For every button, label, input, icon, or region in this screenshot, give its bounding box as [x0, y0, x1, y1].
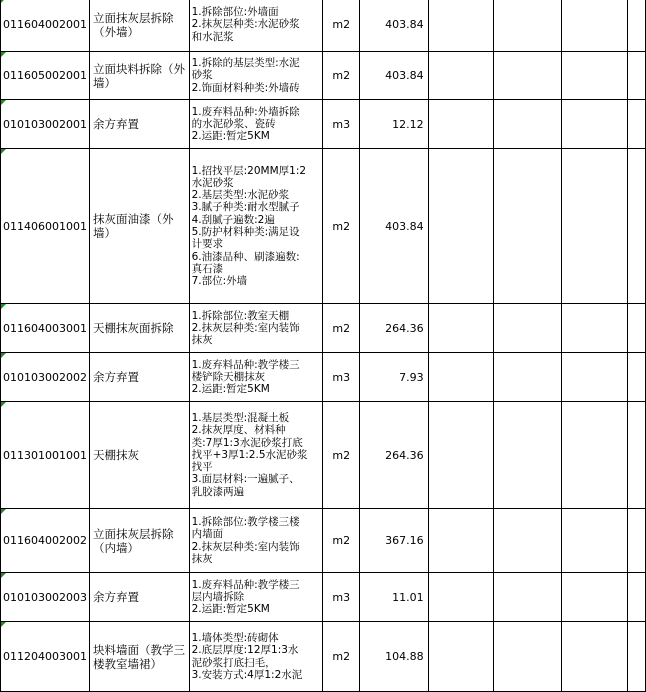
feature-line: 5.防护材料种类:满足设 [191, 226, 300, 238]
item-name-cell[interactable]: 块料墙面（教学三楼教室墙裙） [89, 622, 189, 692]
feature-line: 1.废弃料品种:教学楼三 [191, 578, 300, 591]
table-row [1, 573, 646, 622]
extra-cell[interactable] [628, 100, 646, 149]
total-price-cell[interactable] [493, 100, 562, 149]
feature-line: 水泥砂浆 [191, 176, 234, 189]
item-code: 011406001001 [3, 219, 87, 233]
item-features-cell[interactable] [189, 100, 323, 149]
table-row [1, 304, 646, 353]
total-price-cell[interactable] [493, 0, 562, 52]
comment-indicator-icon [1, 304, 6, 309]
item-code: 010103002001 [3, 117, 87, 131]
extra-cell[interactable] [628, 52, 646, 100]
feature-line: 和水泥浆 [191, 30, 234, 43]
table-row [1, 622, 646, 692]
unit-price-cell[interactable] [428, 353, 493, 402]
quantity-cell[interactable]: 11.01 [360, 573, 429, 622]
feature-line: 找平 [191, 461, 213, 474]
remark-cell[interactable] [562, 0, 628, 52]
feature-line: 3.腻子种类:耐水型腻子 [191, 201, 300, 214]
comment-indicator-icon [1, 149, 6, 154]
item-name-cell[interactable]: 立面抹灰层拆除（外墙） [89, 0, 189, 52]
comment-indicator-icon [1, 402, 6, 407]
unit-price-cell[interactable] [428, 402, 493, 509]
item-code-cell[interactable] [1, 622, 90, 692]
extra-cell[interactable] [628, 509, 646, 573]
total-price-cell[interactable] [493, 52, 562, 100]
quantity-cell[interactable]: 264.36 [360, 304, 429, 353]
feature-line: 层内墙拆除 [191, 590, 245, 603]
feature-line: 楼铲除天棚抹灰 [191, 370, 266, 383]
feature-line: 7.部位:外墙 [191, 275, 248, 288]
item-code-cell[interactable] [1, 52, 90, 100]
feature-line: 3.安装方式:4厚1:2水泥 [191, 668, 303, 681]
feature-line: 2.抹灰层种类:水泥砂浆 [191, 18, 300, 31]
extra-cell[interactable] [628, 353, 646, 402]
feature-line: 2.抹灰层种类:室内装饰 [191, 540, 300, 553]
feature-line: 2.抹灰层种类:室内装饰 [191, 321, 300, 334]
feature-line: 2.底层厚度:12厚1:3水 [191, 644, 299, 657]
item-code-cell[interactable] [1, 304, 90, 353]
total-price-cell[interactable] [493, 304, 562, 353]
table-row [1, 100, 646, 149]
extra-cell[interactable] [628, 0, 646, 52]
remark-cell[interactable] [562, 100, 628, 149]
feature-line: 1.拆除部位:教学楼三楼 [191, 515, 300, 528]
item-code: 011605002001 [3, 69, 87, 82]
item-code-cell[interactable] [1, 509, 90, 573]
feature-line: 抹灰 [191, 552, 213, 565]
comment-indicator-icon [1, 100, 6, 105]
unit-cell[interactable]: m2 [323, 52, 360, 100]
comment-indicator-icon [1, 573, 6, 578]
item-name-cell[interactable]: 余方弃置 [89, 573, 189, 622]
item-code: 011604003001 [3, 321, 87, 335]
feature-line: 4.刮腻子遍数:2遍 [191, 213, 275, 226]
feature-line: 3.面层材料:一遍腻子、 [191, 473, 300, 486]
item-name-cell[interactable]: 立面块料拆除（外墙） [89, 52, 189, 100]
remark-cell[interactable] [562, 52, 628, 100]
unit-price-cell[interactable] [428, 149, 493, 304]
table-row [1, 353, 646, 402]
table-row [1, 0, 646, 52]
quantity-cell[interactable]: 367.16 [360, 509, 429, 573]
item-code-cell[interactable] [1, 100, 90, 149]
comment-indicator-icon [1, 0, 6, 3]
item-features-cell[interactable] [189, 149, 323, 304]
unit-cell[interactable]: m2 [323, 0, 360, 52]
total-price-cell[interactable] [493, 622, 562, 692]
remark-cell[interactable] [562, 304, 628, 353]
item-name-cell[interactable]: 天棚抹灰面拆除 [89, 304, 189, 353]
item-features-cell[interactable] [189, 573, 323, 622]
feature-line: 1.废弃料品种:外墙拆除 [191, 105, 300, 118]
unit-cell[interactable]: m3 [323, 573, 360, 622]
item-features-cell[interactable] [189, 402, 323, 509]
extra-cell[interactable] [628, 573, 646, 622]
item-code: 010103002003 [3, 590, 87, 604]
quantity-cell[interactable]: 403.84 [360, 149, 429, 304]
item-code-cell[interactable] [1, 402, 90, 509]
feature-line: 2.抹灰厚度、材料种 [191, 424, 286, 437]
feature-line: 的水泥砂浆、瓷砖 [191, 117, 276, 130]
item-name-cell[interactable]: 天棚抹灰 [89, 402, 189, 509]
item-code-cell[interactable] [1, 149, 90, 304]
quantity-cell[interactable]: 7.93 [360, 353, 429, 402]
total-price-cell[interactable] [493, 573, 562, 622]
item-features-cell[interactable] [189, 353, 323, 402]
feature-line: 内墙面 [191, 528, 224, 541]
comment-indicator-icon [1, 509, 6, 514]
extra-cell[interactable] [628, 304, 646, 353]
table-body [1, 0, 646, 692]
unit-cell[interactable]: m2 [323, 304, 360, 353]
unit-cell[interactable]: m2 [323, 149, 360, 304]
unit-price-cell[interactable] [428, 100, 493, 149]
remark-cell[interactable] [562, 402, 628, 509]
unit-price-cell[interactable] [428, 573, 493, 622]
feature-line: 2.饰面材料种类:外墙砖 [191, 81, 300, 94]
extra-cell[interactable] [628, 622, 646, 692]
feature-line: 2.运距:暂定5KM [191, 130, 270, 143]
item-features-cell[interactable] [189, 0, 323, 52]
feature-line: 类:7厚1:3水泥砂浆打底 [191, 436, 303, 449]
unit-price-cell[interactable] [428, 304, 493, 353]
feature-line: 1.拆除部位:外墙面 [191, 6, 279, 19]
total-price-cell[interactable] [493, 353, 562, 402]
table-row [1, 509, 646, 573]
quantity-cell[interactable]: 104.88 [360, 622, 429, 692]
quantity-cell[interactable]: 264.36 [360, 402, 429, 509]
total-price-cell[interactable] [493, 509, 562, 573]
feature-line: 找平+3厚1:2.5水泥砂浆 [191, 448, 308, 461]
feature-line: 1.废弃料品种:教学楼三 [191, 358, 300, 371]
item-features-cell[interactable] [189, 52, 323, 100]
unit-price-cell[interactable] [428, 509, 493, 573]
item-name-cell[interactable]: 余方弃置 [89, 100, 189, 149]
item-features-cell[interactable] [189, 509, 323, 573]
feature-line: 6.油漆品种、刷漆遍数: [191, 250, 300, 263]
feature-line: 2.运距:暂定5KM [191, 383, 270, 396]
item-name-cell[interactable]: 立面抹灰层拆除（内墙） [89, 509, 189, 573]
quantity-cell[interactable]: 403.84 [360, 52, 429, 100]
remark-cell[interactable] [562, 509, 628, 573]
comment-indicator-icon [1, 622, 6, 627]
feature-line: 计要求 [191, 238, 224, 251]
unit-price-cell[interactable] [428, 52, 493, 100]
unit-cell[interactable]: m3 [323, 353, 360, 402]
item-name-cell[interactable]: 余方弃置 [89, 353, 189, 402]
comment-indicator-icon [1, 353, 6, 358]
unit-cell[interactable]: m2 [323, 622, 360, 692]
remark-cell[interactable] [562, 353, 628, 402]
item-code-cell[interactable] [1, 353, 90, 402]
total-price-cell[interactable] [493, 149, 562, 304]
extra-cell[interactable] [628, 402, 646, 509]
feature-line: 1.基层类型:混凝土板 [191, 411, 290, 424]
feature-line: 乳胶漆两遍 [191, 485, 245, 498]
item-code-cell[interactable] [1, 0, 90, 52]
table-row [1, 52, 646, 100]
item-features-cell[interactable] [189, 622, 323, 692]
item-code: 011204003001 [3, 650, 87, 663]
comment-indicator-icon [1, 52, 6, 57]
table-row [1, 402, 646, 509]
feature-line: 抹灰 [191, 334, 213, 347]
feature-line: 1.招找平层:20MM厚1:2 [191, 164, 307, 177]
item-code: 011301001001 [3, 448, 87, 462]
extra-cell[interactable] [628, 149, 646, 304]
feature-line: 砂浆 [191, 69, 213, 82]
unit-cell[interactable]: m2 [323, 509, 360, 573]
item-code: 011604002002 [3, 534, 87, 547]
quantity-cell[interactable]: 12.12 [360, 100, 429, 149]
item-features-cell[interactable] [189, 304, 323, 353]
total-price-cell[interactable] [493, 402, 562, 509]
feature-line: 真石漆 [191, 262, 224, 275]
quantity-cell[interactable]: 403.84 [360, 0, 429, 52]
item-code: 010103002002 [3, 370, 87, 384]
feature-line: 2.运距:暂定5KM [191, 603, 270, 616]
feature-line: 1.拆除的基层类型:水泥 [191, 57, 300, 70]
feature-line: 泥砂浆打底扫毛， [191, 656, 276, 669]
feature-line: 2.基层类型:水泥砂浆 [191, 189, 290, 202]
item-name-cell[interactable]: 抹灰面油漆（外墙） [89, 149, 189, 304]
feature-line: 1.拆除部位:教室天棚 [191, 309, 290, 322]
unit-price-cell[interactable] [428, 0, 493, 52]
remark-cell[interactable] [562, 149, 628, 304]
remark-cell[interactable] [562, 622, 628, 692]
item-code-cell[interactable] [1, 573, 90, 622]
unit-price-cell[interactable] [428, 622, 493, 692]
feature-line: 1.墙体类型:砖砌体 [191, 631, 279, 644]
item-code: 011604002001 [3, 18, 87, 31]
table-row [1, 149, 646, 304]
unit-cell[interactable]: m2 [323, 402, 360, 509]
remark-cell[interactable] [562, 573, 628, 622]
unit-cell[interactable]: m3 [323, 100, 360, 149]
